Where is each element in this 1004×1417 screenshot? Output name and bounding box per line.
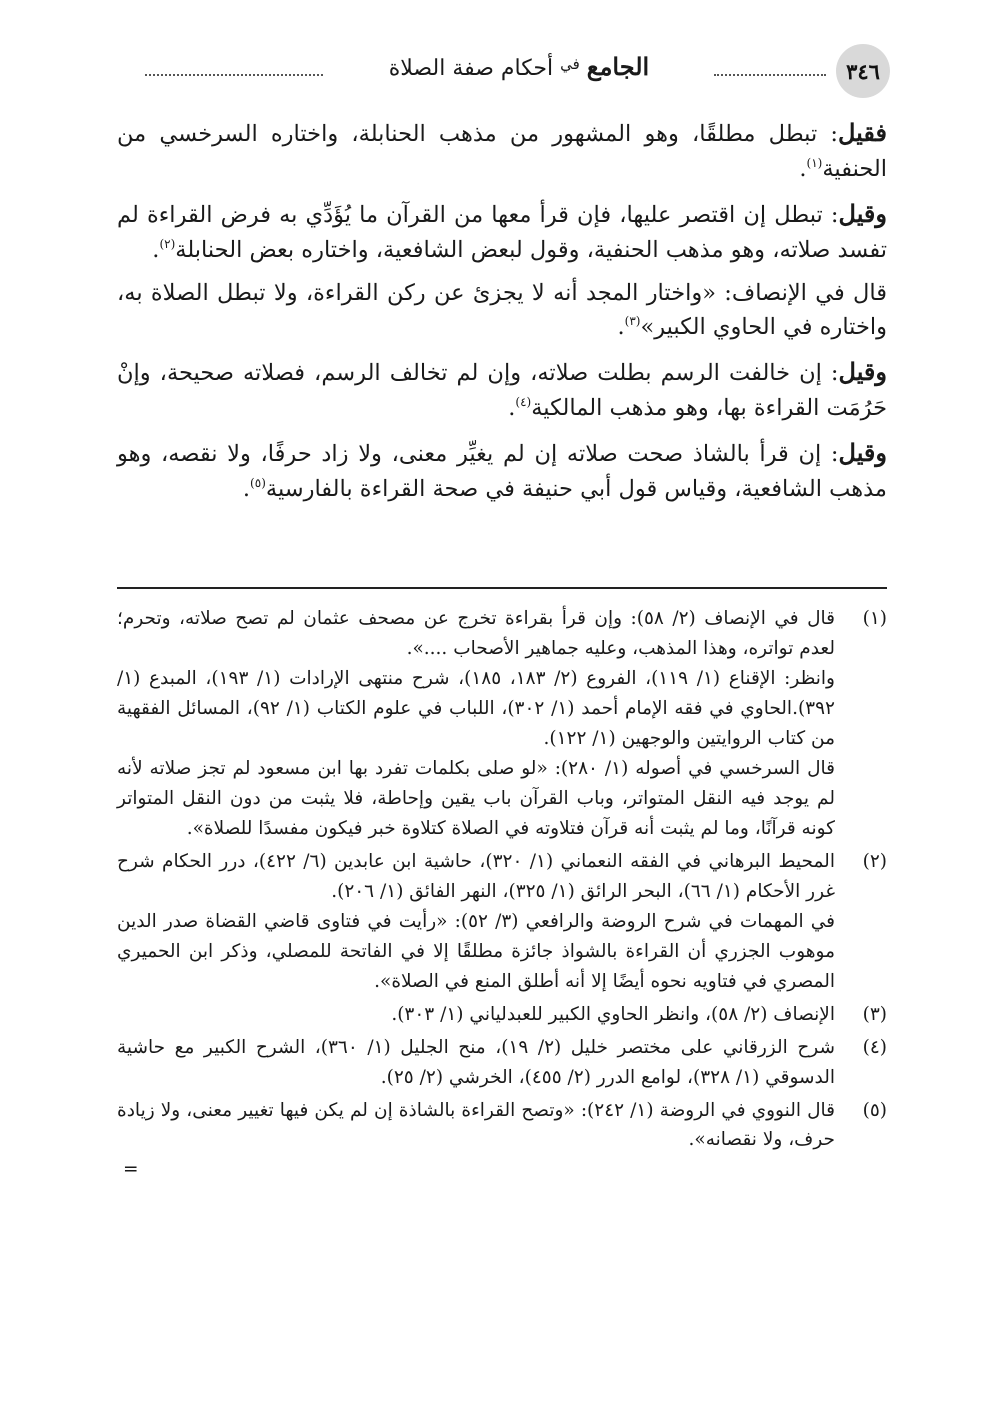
footnote-line: في المهمات في شرح الروضة والرافعي (٣/ ٥٢): «رأيت في فتاوى قاضي القضاة صدر الدين موهوب الجزري أن القراءة بالشواذ جائزة مطلقًا إلا في الفاتحة للمصلي، وذكر ابن الحميري المصري في فتاويه نحوه أيضًا إلا أنه أطلق المنع في الصلاة». bbox=[117, 910, 836, 992]
paragraph-end: . bbox=[617, 314, 625, 341]
footnote-body bbox=[117, 1000, 835, 1030]
footnote bbox=[117, 1000, 887, 1030]
footnote-number: (٥) bbox=[862, 1099, 887, 1121]
footnote-line: وانظر: الإقناع (١/ ١١٩)، الفروع (٢/ ١٨٣، ١٨٥)، شرح منتهى الإرادات (١/ ١٩٣)، المبدع (١/ ٣٩٢).الحاوي في فقه الإمام أحمد (١/ ٣٠٢)، اللباب في علوم الكتاب (١/ ٩٢)، المسائل الفقهية من كتاب الروايتين والوجهين (١/ ١٢٢). bbox=[117, 667, 835, 749]
paragraph-end: . bbox=[799, 155, 807, 182]
header-dotted-leader-left bbox=[145, 74, 323, 76]
paragraph-text: قال في الإنصاف: «واختار المجد أنه لا يجزئ عن ركن القراءة، ولا تبطل الصلاة به، واختاره في الحاوي الكبير» bbox=[117, 279, 887, 341]
paragraph-lead: وقيل bbox=[838, 438, 887, 467]
footnote-ref[interactable]: (١) bbox=[806, 155, 823, 170]
footnotes bbox=[117, 604, 887, 1188]
paragraph-lead: وقيل bbox=[838, 357, 887, 387]
book-title-rest: أحكام صفة الصلاة bbox=[388, 56, 554, 81]
footnote-separator bbox=[117, 587, 887, 589]
paragraph bbox=[117, 353, 887, 426]
paragraph-end: . bbox=[242, 475, 251, 502]
footnote-line: شرح الزرقاني على مختصر خليل (٢/ ١٩)، منح الجليل (١/ ٣٦٠)، الشرح الكبير مع حاشية الدسوقي (١/ ٣٢٨)، لوامع الدرر (٢/ ٤٥٥)، الخرشي (٢/ ٢٥). bbox=[117, 1036, 835, 1088]
footnote-line: قال السرخسي في أصوله (١/ ٢٨٠): «لو صلى بكلمات تفرد بها ابن مسعود لم تجز صلاته لأنه لم يوجد فيه النقل المتواتر، وباب القرآن باب يقين وإحاطة، فلا يثبت من دون النقل المتواتر كونه قرآنًا، وما لم يثبت أنه قرآن فتلاوته في الصلاة كتلاوة خبر فيكون مفسدًا للصلاة». bbox=[117, 757, 835, 839]
main-text bbox=[117, 114, 887, 507]
footnote-body bbox=[117, 604, 835, 844]
paragraph-text: : إن خالفت الرسم بطلت صلاته، وإن لم تخالف الرسم، فصلاته صحيحة، وإنْ حَرُمَت القراءة بها، وهو مذهب المالكية bbox=[117, 360, 887, 422]
footnote-number: (١) bbox=[862, 608, 887, 629]
paragraph bbox=[117, 114, 887, 187]
footnote bbox=[117, 1033, 887, 1093]
footnote-line: الإنصاف (٢/ ٥٨)، وانظر الحاوي الكبير للعبدلياني (١/ ٣٠٣). bbox=[391, 1003, 835, 1025]
footnote-line: قال النووي في الروضة (١/ ٢٤٢): «وتصح القراءة بالشاذة إن لم يكن فيها تغيير معنى، ولا زيادة حرف، ولا نقصانه». bbox=[117, 1099, 835, 1151]
paragraph bbox=[117, 276, 887, 346]
paragraph-end: . bbox=[508, 395, 516, 422]
header-dotted-leader-right bbox=[714, 74, 826, 76]
footnote bbox=[117, 1096, 887, 1186]
footnote-number: (٢) bbox=[862, 850, 887, 872]
footnote-body bbox=[117, 1096, 835, 1186]
book-title bbox=[334, 52, 704, 81]
footnote-body bbox=[117, 1033, 835, 1093]
footnote-ref[interactable]: (٣) bbox=[624, 314, 641, 329]
footnote bbox=[117, 604, 887, 844]
paragraph bbox=[117, 434, 887, 507]
book-title-connector: في bbox=[560, 55, 580, 73]
footnote-ref[interactable]: (٢) bbox=[159, 236, 176, 251]
paragraph-lead: فقيل bbox=[837, 118, 887, 147]
footnote-ref[interactable]: (٤) bbox=[515, 395, 532, 410]
paragraph-end: . bbox=[152, 236, 160, 263]
footnote-line: قال في الإنصاف (٢/ ٥٨): وإن قرأ بقراءة تخرج عن مصحف عثمان لم تصح صلاته، وتحرم؛ لعدم تواتره، وهذا المذهب، وعليه جماهير الأصحاب ....». bbox=[117, 608, 835, 659]
continuation-mark: = bbox=[123, 1159, 139, 1181]
footnote-number: (٤) bbox=[862, 1036, 887, 1058]
footnote-ref[interactable]: (٥) bbox=[250, 475, 266, 490]
page-number: ٣٤٦ bbox=[836, 44, 890, 98]
footnote bbox=[117, 847, 887, 997]
footnote-body bbox=[117, 847, 835, 997]
paragraph-text: : إن قرأ بالشاذ صحت صلاته إن لم يغيِّر معنى، ولا زاد حرفًا، ولا نقصه، وهو مذهب الشافعية، وقياس قول أبي حنيفة في صحة القراءة بالفارسية bbox=[117, 441, 887, 502]
paragraph-text: : تبطل مطلقًا، وهو المشهور من مذهب الحنابلة، واختاره السرخسي من الحنفية bbox=[117, 121, 887, 182]
paragraph-text: : تبطل إن اقتصر عليها، فإن قرأ معها من القرآن ما يُؤَدِّي به فرض القراءة لم تفسد صلاته، وهو مذهب الحنفية، وقول لبعض الشافعية، واختاره بعض الحنابلة bbox=[117, 201, 887, 263]
book-title-main: الجامع bbox=[586, 52, 650, 81]
footnote-number: (٣) bbox=[862, 1003, 887, 1025]
paragraph bbox=[117, 195, 887, 268]
footnote-line: المحيط البرهاني في الفقه النعماني (١/ ٣٢٠)، حاشية ابن عابدين (٦/ ٤٢٢)، درر الحكام شرح غرر الأحكام (١/ ٦٦)، البحر الرائق (١/ ٣٢٥)، النهر الفائق (١/ ٢٠٦). bbox=[117, 850, 835, 902]
running-header bbox=[145, 44, 890, 104]
paragraph-lead: وقيل bbox=[838, 198, 887, 228]
